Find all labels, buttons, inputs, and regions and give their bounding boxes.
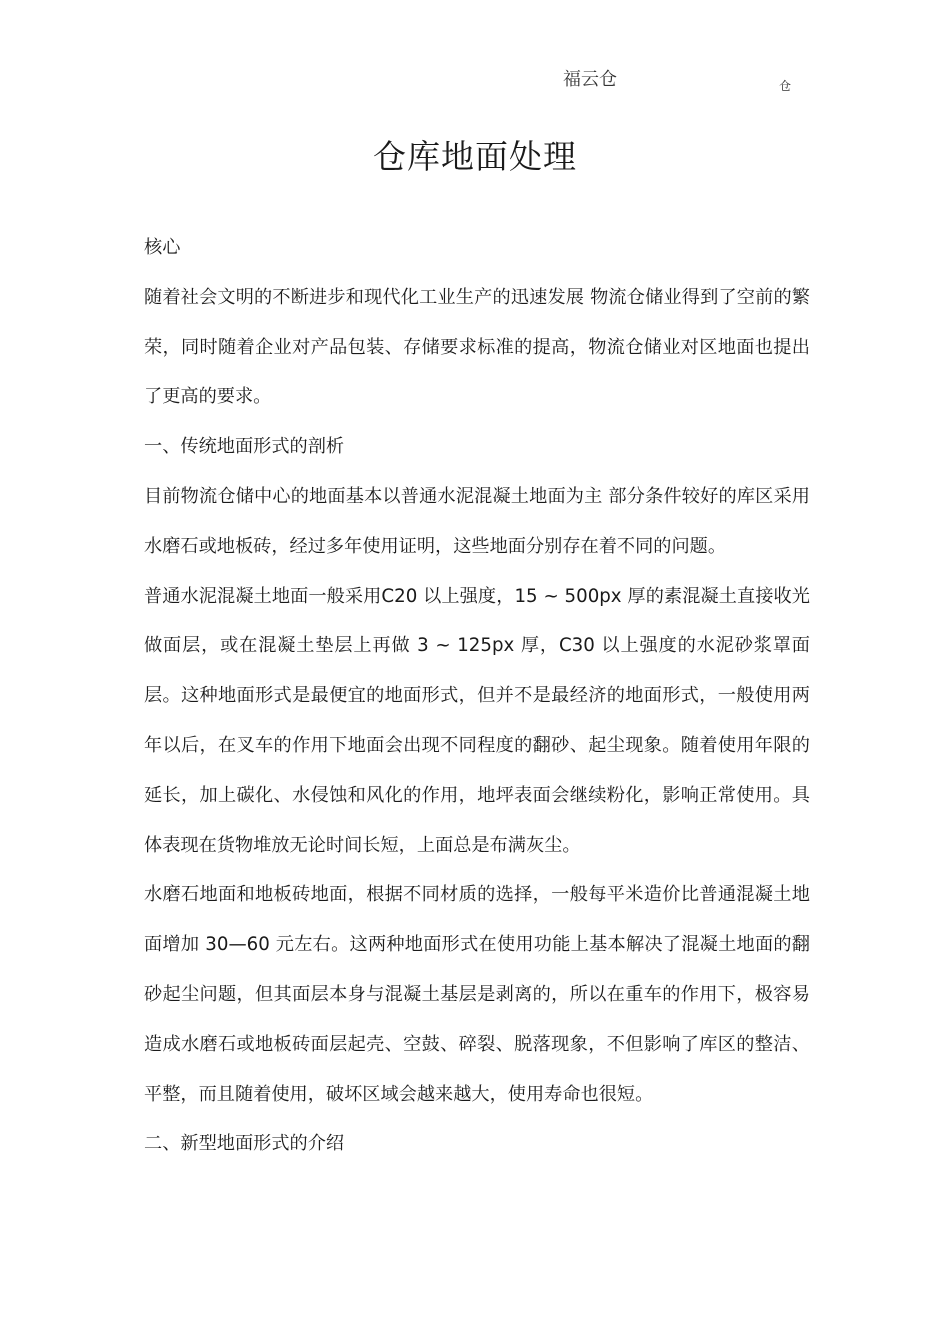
paragraph-terrazzo-tile-floor: 水磨石地面和地板砖地面，根据不同材质的选择，一般每平米造价比普通混凝土地面增加 30—60 元左右。这两种地面形式在使用功能上基本解决了混凝土地面的翻砂起尘问题，但其面层本身与混凝土基层是剥离的，所以在重车的作用下，极容易造成水磨石或地板砖面层起壳、空鼓、碎裂、脱落现象，不但影响了库区的整洁、平整，而且随着使用，破坏区域会越来越大，使用寿命也很短。 <box>144 884 810 1105</box>
section-heading-traditional: 一、传统地面形式的剖析 <box>144 436 345 458</box>
paragraph-current-floors: 目前物流仓储中心的地面基本以普通水泥混凝土地面为主 部分条件较好的库区采用水磨石或地板砖，经过多年使用证明，这些地面分别存在着不同的问题。 <box>144 485 810 557</box>
header-mark-text: 仓 <box>779 79 792 93</box>
section-label-core: 核心 <box>144 237 181 258</box>
document-body <box>144 223 810 1169</box>
intro-paragraph: 随着社会文明的不断进步和现代化工业生产的迅速发展 物流仓储业得到了空前的繁荣，同时随着企业对产品包装、存储要求标准的提高，物流仓储业对区地面也提出了更高的要求。 <box>144 286 810 408</box>
paragraph-concrete-floor: 普通水泥混凝土地面一般采用C20 以上强度，15 ~ 500px 厚的素混凝土直接收光做面层，或在混凝土垫层上再做 3 ~ 125px 厚，C30 以上强度的水泥砂浆罩面层。这种地面形式是最便宜的地面形式，但并不是最经济的地面形式，一般使用两年以后，在叉车的作用下地面会出现不同程度的翻砂、起尘现象。随着使用年限的延长，加上碳化、水侵蚀和风化的作用，地坪表面会继续粉化，影响正常使用。具体表现在货物堆放无论时间长短，上面总是布满灰尘。 <box>144 585 810 856</box>
section-heading-new-floors: 二、新型地面形式的介绍 <box>144 1133 345 1155</box>
header-brand-text: 福云仓 <box>563 69 617 90</box>
document-title: 仓库地面处理 <box>373 137 577 176</box>
